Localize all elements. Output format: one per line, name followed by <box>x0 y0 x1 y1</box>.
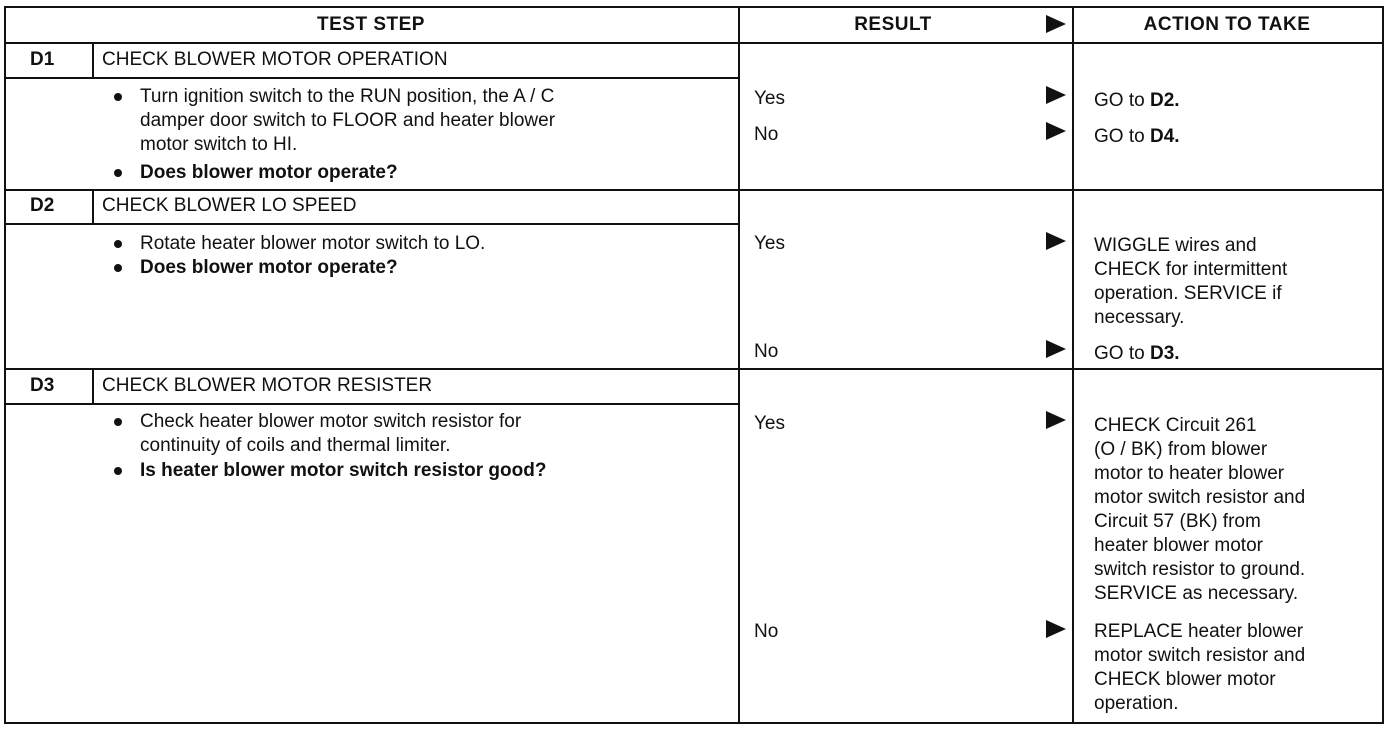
header-arrow-icon <box>1046 15 1066 33</box>
d1-bottom-border <box>4 189 1384 191</box>
d2-title-border <box>4 223 738 225</box>
action-d1-no: GO to D4. <box>1094 126 1180 147</box>
step-instruction-d2: Rotate heater blower motor switch to LO. <box>140 233 486 254</box>
arrow-icon <box>1046 620 1066 638</box>
arrow-icon <box>1046 232 1066 250</box>
table-top-border <box>4 6 1384 8</box>
action-d2-yes: WIGGLE wires and CHECK for intermittent operation. SERVICE if necessary. <box>1094 235 1288 328</box>
step-title-d2: CHECK BLOWER LO SPEED <box>102 195 357 216</box>
step-instruction-d1: Turn ignition switch to the RUN position, the A / C damper door switch to FLOOR and heater blower motor switch to HI. <box>140 86 556 155</box>
arrow-icon <box>1046 411 1066 429</box>
result-d1-no: No <box>754 124 779 145</box>
action-column-border <box>1072 6 1074 724</box>
step-question-d1: Does blower motor operate? <box>140 162 398 183</box>
table-left-border <box>4 6 6 724</box>
action-d3-yes: CHECK Circuit 261 (O / BK) from blower motor to heater blower motor switch resistor and Circuit 57 (BK) from heater blower motor switch resistor to ground. SERVICE as necessary. <box>1094 415 1306 604</box>
action-d2-no: GO to D3. <box>1094 343 1180 364</box>
action-d3-no: REPLACE heater blower motor switch resistor and CHECK blower motor operation. <box>1094 621 1306 714</box>
table-bottom-border <box>4 722 1384 724</box>
step-id-d3: D3 <box>30 375 55 396</box>
d2-id-divider <box>92 189 94 224</box>
table-right-border <box>1382 6 1384 724</box>
bullet-icon <box>114 93 122 101</box>
step-id-d2: D2 <box>30 195 55 216</box>
step-title-d3: CHECK BLOWER MOTOR RESISTER <box>102 375 433 396</box>
bullet-icon <box>114 467 122 475</box>
result-d3-no: No <box>754 621 779 642</box>
header-bottom-border <box>4 42 1384 44</box>
result-column-border <box>738 6 740 724</box>
result-d3-yes: Yes <box>754 413 785 434</box>
step-id-d1: D1 <box>30 49 55 70</box>
step-question-d2: Does blower motor operate? <box>140 257 398 278</box>
bullet-icon <box>114 418 122 426</box>
bullet-icon <box>114 169 122 177</box>
bullet-icon <box>114 240 122 248</box>
header-result: RESULT <box>854 14 932 35</box>
d2-bottom-border <box>4 368 1384 370</box>
d1-title-border <box>4 77 738 79</box>
diagnostic-table <box>4 6 1384 724</box>
arrow-icon <box>1046 340 1066 358</box>
step-title-d1: CHECK BLOWER MOTOR OPERATION <box>102 49 448 70</box>
header-test-step: TEST STEP <box>317 14 425 35</box>
result-d2-yes: Yes <box>754 233 785 254</box>
arrow-icon <box>1046 122 1066 140</box>
d3-title-border <box>4 403 738 405</box>
bullet-icon <box>114 264 122 272</box>
d3-id-divider <box>92 368 94 404</box>
result-d1-yes: Yes <box>754 88 785 109</box>
step-instruction-d3: Check heater blower motor switch resistor for continuity of coils and thermal limiter. <box>140 411 522 456</box>
header-action: ACTION TO TAKE <box>1143 14 1311 35</box>
d1-id-divider <box>92 42 94 78</box>
step-question-d3: Is heater blower motor switch resistor good? <box>140 460 547 481</box>
action-d1-yes: GO to D2. <box>1094 90 1180 111</box>
arrow-icon <box>1046 86 1066 104</box>
result-d2-no: No <box>754 341 779 362</box>
